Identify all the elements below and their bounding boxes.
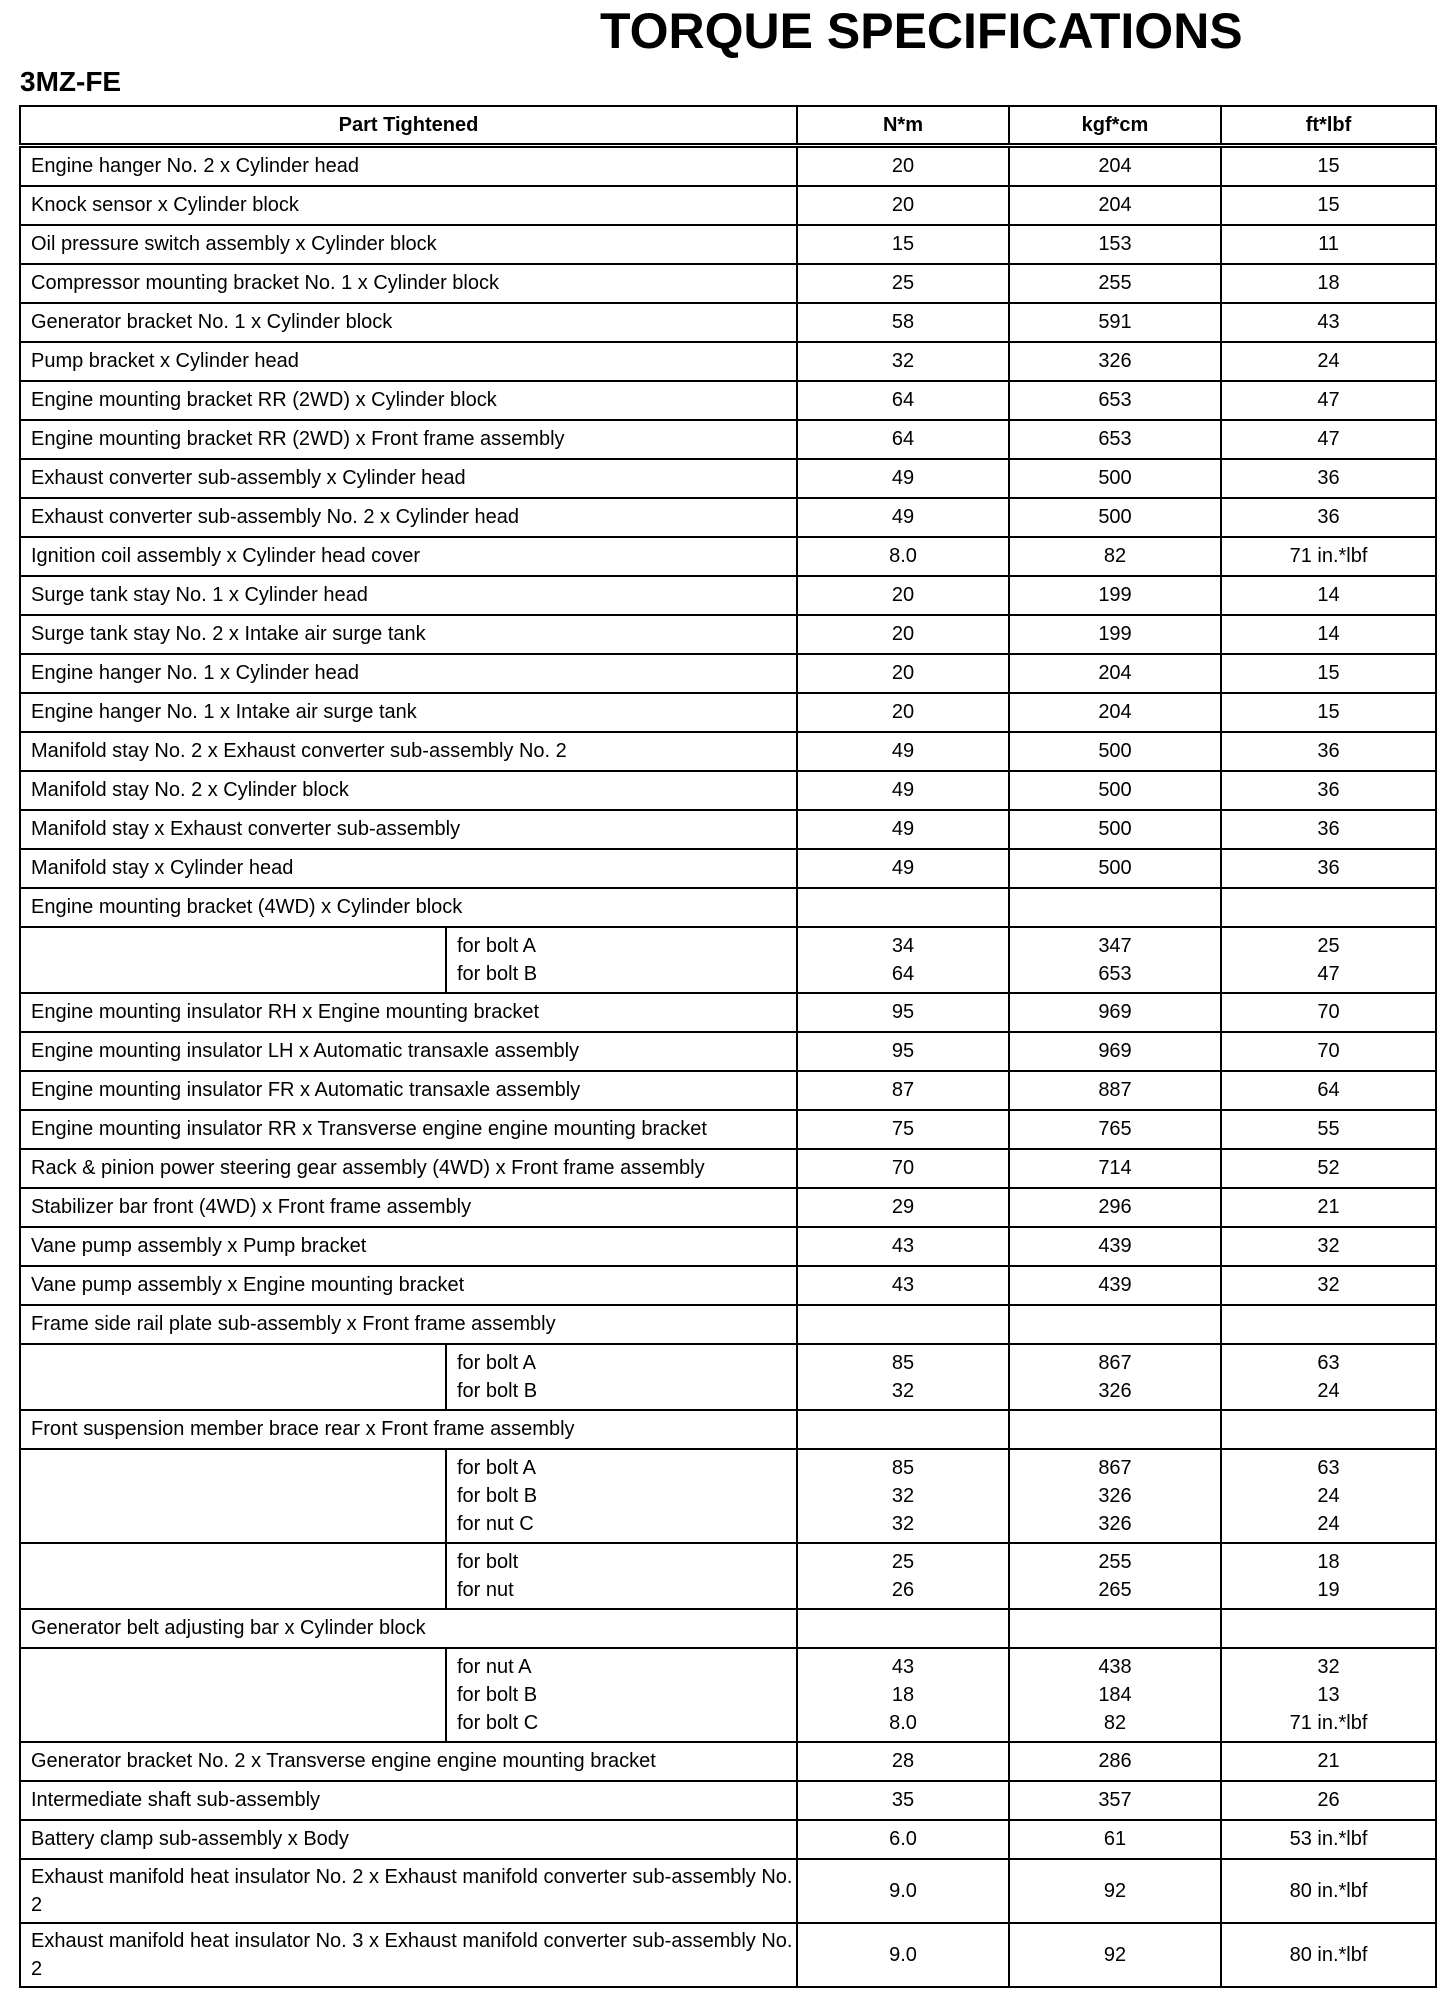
value-ft: 13 [1317, 1684, 1340, 1706]
value-kgf: 286 [1009, 1742, 1221, 1781]
value-nm: 8.0 [889, 1712, 917, 1734]
table-row [20, 693, 1436, 732]
table-row [20, 1110, 1436, 1149]
value-ft: 14 [1221, 576, 1436, 615]
value-kgf: 153 [1009, 225, 1221, 264]
table-row [20, 1859, 1436, 1923]
value-kgf: 326 [1009, 342, 1221, 381]
table-subrow-group [20, 1344, 1436, 1410]
value-kgf: 255 [1098, 1551, 1132, 1573]
value-nm: 20 [797, 186, 1009, 225]
value-kgf: 357 [1009, 1781, 1221, 1820]
value-nm: 20 [797, 146, 1009, 187]
sub-blank-cell [21, 928, 447, 992]
sub-blank-cell [21, 1544, 447, 1608]
sub-label: for nut A [457, 1656, 532, 1678]
table-row [20, 1609, 1436, 1648]
part-name: Generator bracket No. 2 x Transverse engine engine mounting bracket [20, 1742, 797, 1781]
table-row [20, 993, 1436, 1032]
value-cell-nm [797, 1449, 1009, 1543]
table-row [20, 849, 1436, 888]
table-row [20, 1820, 1436, 1859]
value-nm: 29 [797, 1188, 1009, 1227]
value-nm: 43 [891, 1656, 915, 1678]
value-nm: 70 [797, 1149, 1009, 1188]
part-name: Engine mounting insulator RH x Engine mounting bracket [20, 993, 797, 1032]
value-ft: 15 [1221, 693, 1436, 732]
value-ft: 15 [1221, 186, 1436, 225]
sub-label: for nut C [457, 1513, 534, 1535]
table-row [20, 1742, 1436, 1781]
value-kgf: 82 [1009, 537, 1221, 576]
value-ft: 47 [1317, 963, 1340, 985]
value-ft: 36 [1221, 771, 1436, 810]
sub-label-wrap [21, 1450, 796, 1542]
part-name: Engine mounting insulator RR x Transverse engine engine mounting bracket [20, 1110, 797, 1149]
part-name: Stabilizer bar front (4WD) x Front frame assembly [20, 1188, 797, 1227]
sub-labels [447, 1544, 518, 1608]
value-nm: 26 [891, 1579, 915, 1601]
value-ft [1221, 1410, 1436, 1449]
engine-model-heading: 3MZ-FE [20, 66, 122, 97]
value-ft: 24 [1221, 342, 1436, 381]
value-nm: 34 [891, 935, 915, 957]
part-name: Vane pump assembly x Pump bracket [20, 1227, 797, 1266]
value-nm: 49 [797, 810, 1009, 849]
table-row [20, 498, 1436, 537]
table-subrow-group [20, 927, 1436, 993]
part-name: Engine hanger No. 2 x Cylinder head [20, 146, 797, 187]
value-ft: 18 [1317, 1551, 1340, 1573]
value-ft [1221, 1609, 1436, 1648]
value-nm: 64 [797, 381, 1009, 420]
value-kgf [1009, 888, 1221, 927]
value-cell-ft [1221, 1344, 1436, 1410]
value-kgf: 204 [1009, 186, 1221, 225]
value-nm: 58 [797, 303, 1009, 342]
value-kgf: 500 [1009, 849, 1221, 888]
part-name: Battery clamp sub-assembly x Body [20, 1820, 797, 1859]
part-name: Engine mounting insulator FR x Automatic transaxle assembly [20, 1071, 797, 1110]
part-name: Pump bracket x Cylinder head [20, 342, 797, 381]
value-cell-ft [1221, 927, 1436, 993]
value-ft: 25 [1317, 935, 1340, 957]
table-row [20, 615, 1436, 654]
value-ft: 47 [1221, 381, 1436, 420]
column-header-part: Part Tightened [20, 106, 797, 146]
value-nm: 35 [797, 1781, 1009, 1820]
value-nm: 64 [797, 420, 1009, 459]
value-kgf: 326 [1098, 1485, 1132, 1507]
value-kgf: 204 [1009, 693, 1221, 732]
value-cell-nm [797, 1648, 1009, 1742]
value-kgf: 439 [1009, 1266, 1221, 1305]
sub-labels [447, 1450, 537, 1542]
value-kgf: 296 [1009, 1188, 1221, 1227]
table-subrow-group [20, 1648, 1436, 1742]
table-subrow-group [20, 1449, 1436, 1543]
value-ft: 26 [1221, 1781, 1436, 1820]
part-name: Vane pump assembly x Engine mounting bracket [20, 1266, 797, 1305]
value-nm [797, 1305, 1009, 1344]
sub-labels [447, 1345, 537, 1409]
value-kgf: 439 [1009, 1227, 1221, 1266]
sub-label: for bolt A [457, 1352, 536, 1374]
value-ft: 32 [1317, 1656, 1340, 1678]
part-name: Generator bracket No. 1 x Cylinder block [20, 303, 797, 342]
table-row [20, 576, 1436, 615]
value-ft: 36 [1221, 498, 1436, 537]
table-row [20, 264, 1436, 303]
table-header-row [20, 106, 1436, 146]
column-header-ftlbf: ft*lbf [1221, 106, 1436, 146]
part-name: Engine mounting bracket (4WD) x Cylinder block [20, 888, 797, 927]
value-kgf: 347 [1098, 935, 1132, 957]
value-nm [797, 888, 1009, 927]
part-name: Compressor mounting bracket No. 1 x Cylinder block [20, 264, 797, 303]
value-cell-kgf [1009, 1648, 1221, 1742]
table-row [20, 1032, 1436, 1071]
value-nm: 25 [797, 264, 1009, 303]
value-ft: 24 [1317, 1485, 1340, 1507]
value-ft: 71 in.*lbf [1221, 537, 1436, 576]
value-nm: 28 [797, 1742, 1009, 1781]
part-name: Exhaust converter sub-assembly x Cylinder head [20, 459, 797, 498]
value-ft: 43 [1221, 303, 1436, 342]
value-cell-kgf [1009, 1344, 1221, 1410]
sub-label: for bolt C [457, 1712, 539, 1734]
value-cell-kgf [1009, 1449, 1221, 1543]
value-ft: 63 [1317, 1352, 1340, 1374]
value-kgf: 500 [1009, 459, 1221, 498]
table-row [20, 1923, 1436, 1987]
sub-label-cell [20, 1648, 797, 1742]
value-nm: 25 [891, 1551, 915, 1573]
value-nm: 95 [797, 1032, 1009, 1071]
sub-label: for bolt B [457, 1684, 538, 1706]
part-name: Engine hanger No. 1 x Intake air surge tank [20, 693, 797, 732]
sub-label-wrap [21, 1649, 796, 1741]
value-ft: 64 [1221, 1071, 1436, 1110]
sub-label-cell [20, 1344, 797, 1410]
part-name: Engine mounting insulator LH x Automatic transaxle assembly [20, 1032, 797, 1071]
value-ft: 18 [1221, 264, 1436, 303]
value-nm: 49 [797, 732, 1009, 771]
sub-label-wrap [21, 1345, 796, 1409]
value-nm: 32 [797, 342, 1009, 381]
value-ft [1221, 1305, 1436, 1344]
value-kgf: 500 [1009, 498, 1221, 537]
value-cell-ft [1221, 1449, 1436, 1543]
value-nm: 87 [797, 1071, 1009, 1110]
sub-blank-cell [21, 1649, 447, 1741]
value-ft: 63 [1317, 1457, 1340, 1479]
value-ft: 24 [1317, 1380, 1340, 1402]
sub-blank-cell [21, 1345, 447, 1409]
table-row [20, 732, 1436, 771]
value-ft: 15 [1221, 654, 1436, 693]
value-ft: 80 in.*lbf [1221, 1859, 1436, 1923]
sub-blank-cell [21, 1450, 447, 1542]
torque-spec-table [19, 105, 1437, 1988]
value-ft [1221, 888, 1436, 927]
table-row [20, 1305, 1436, 1344]
value-kgf: 326 [1098, 1380, 1132, 1402]
value-ft: 47 [1221, 420, 1436, 459]
table-row [20, 888, 1436, 927]
value-nm: 64 [891, 963, 915, 985]
value-nm: 20 [797, 693, 1009, 732]
value-nm: 20 [797, 654, 1009, 693]
value-kgf: 438 [1098, 1656, 1132, 1678]
value-ft: 55 [1221, 1110, 1436, 1149]
value-ft: 15 [1221, 146, 1436, 187]
sub-labels [447, 1649, 538, 1741]
value-cell-nm [797, 927, 1009, 993]
value-nm [797, 1410, 1009, 1449]
part-name: Ignition coil assembly x Cylinder head cover [20, 537, 797, 576]
part-name: Exhaust manifold heat insulator No. 2 x Exhaust manifold converter sub-assembly No. 2 [20, 1859, 797, 1923]
value-kgf: 199 [1009, 615, 1221, 654]
part-name: Front suspension member brace rear x Front frame assembly [20, 1410, 797, 1449]
value-ft: 21 [1221, 1742, 1436, 1781]
table-row [20, 1188, 1436, 1227]
value-ft: 71 in.*lbf [1289, 1712, 1368, 1734]
value-cell-nm [797, 1344, 1009, 1410]
value-cell-kgf [1009, 1543, 1221, 1609]
part-name: Frame side rail plate sub-assembly x Front frame assembly [20, 1305, 797, 1344]
value-nm: 49 [797, 459, 1009, 498]
value-nm: 49 [797, 849, 1009, 888]
table-row [20, 1149, 1436, 1188]
value-ft: 14 [1221, 615, 1436, 654]
table-row [20, 1410, 1436, 1449]
table-row [20, 1781, 1436, 1820]
part-name: Rack & pinion power steering gear assembly (4WD) x Front frame assembly [20, 1149, 797, 1188]
value-ft: 19 [1317, 1579, 1340, 1601]
value-kgf: 653 [1009, 381, 1221, 420]
value-kgf: 184 [1098, 1684, 1132, 1706]
value-nm: 15 [797, 225, 1009, 264]
table-row [20, 342, 1436, 381]
value-nm: 85 [891, 1457, 915, 1479]
value-nm: 9.0 [797, 1923, 1009, 1987]
sub-label: for bolt A [457, 935, 536, 957]
value-kgf: 591 [1009, 303, 1221, 342]
value-kgf: 92 [1009, 1859, 1221, 1923]
value-nm: 20 [797, 615, 1009, 654]
value-ft: 80 in.*lbf [1221, 1923, 1436, 1987]
sub-label: for nut [457, 1579, 514, 1601]
value-kgf: 887 [1009, 1071, 1221, 1110]
value-kgf [1009, 1609, 1221, 1648]
value-cell-ft [1221, 1648, 1436, 1742]
value-nm: 49 [797, 498, 1009, 537]
value-ft: 36 [1221, 849, 1436, 888]
part-name: Intermediate shaft sub-assembly [20, 1781, 797, 1820]
page-title: TORQUE SPECIFICATIONS [600, 3, 1243, 59]
value-ft: 36 [1221, 810, 1436, 849]
value-kgf: 714 [1009, 1149, 1221, 1188]
value-kgf: 867 [1098, 1457, 1132, 1479]
value-kgf: 500 [1009, 732, 1221, 771]
value-nm: 43 [797, 1266, 1009, 1305]
value-nm: 32 [891, 1485, 915, 1507]
table-row [20, 303, 1436, 342]
value-ft: 36 [1221, 732, 1436, 771]
table-subrow-group [20, 1543, 1436, 1609]
value-ft: 36 [1221, 459, 1436, 498]
part-name: Engine mounting bracket RR (2WD) x Front frame assembly [20, 420, 797, 459]
value-nm: 32 [891, 1513, 915, 1535]
value-kgf: 61 [1009, 1820, 1221, 1859]
value-ft: 32 [1221, 1266, 1436, 1305]
value-kgf: 82 [1103, 1712, 1127, 1734]
value-kgf: 199 [1009, 576, 1221, 615]
value-nm: 6.0 [797, 1820, 1009, 1859]
value-nm: 49 [797, 771, 1009, 810]
value-kgf: 969 [1009, 1032, 1221, 1071]
table-row [20, 1266, 1436, 1305]
part-name: Exhaust manifold heat insulator No. 3 x Exhaust manifold converter sub-assembly No. 2 [20, 1923, 797, 1987]
sub-label-cell [20, 927, 797, 993]
value-kgf: 204 [1009, 146, 1221, 187]
column-header-kgfcm: kgf*cm [1009, 106, 1221, 146]
value-kgf [1009, 1305, 1221, 1344]
value-ft: 11 [1221, 225, 1436, 264]
value-cell-nm [797, 1543, 1009, 1609]
value-ft: 52 [1221, 1149, 1436, 1188]
value-ft: 21 [1221, 1188, 1436, 1227]
value-nm: 32 [891, 1380, 915, 1402]
sub-label: for bolt B [457, 1380, 538, 1402]
value-nm: 20 [797, 576, 1009, 615]
sub-label: for bolt B [457, 1485, 538, 1507]
table-row [20, 1071, 1436, 1110]
sub-label-cell [20, 1543, 797, 1609]
value-ft: 70 [1221, 1032, 1436, 1071]
value-kgf: 653 [1009, 420, 1221, 459]
value-nm: 18 [891, 1684, 915, 1706]
table-row [20, 420, 1436, 459]
value-kgf [1009, 1410, 1221, 1449]
value-kgf: 500 [1009, 810, 1221, 849]
value-kgf: 765 [1009, 1110, 1221, 1149]
value-nm: 95 [797, 993, 1009, 1032]
part-name: Exhaust converter sub-assembly No. 2 x Cylinder head [20, 498, 797, 537]
table-row [20, 537, 1436, 576]
sub-label: for bolt A [457, 1457, 536, 1479]
part-name: Generator belt adjusting bar x Cylinder block [20, 1609, 797, 1648]
value-kgf: 867 [1098, 1352, 1132, 1374]
value-kgf: 326 [1098, 1513, 1132, 1535]
table-row [20, 146, 1436, 187]
value-nm: 8.0 [797, 537, 1009, 576]
sub-label-wrap [21, 928, 796, 992]
sub-label: for bolt [457, 1551, 519, 1573]
part-name: Manifold stay No. 2 x Cylinder block [20, 771, 797, 810]
sub-labels [447, 928, 537, 992]
part-name: Surge tank stay No. 2 x Intake air surge tank [20, 615, 797, 654]
value-cell-ft [1221, 1543, 1436, 1609]
value-ft: 24 [1317, 1513, 1340, 1535]
table-row [20, 381, 1436, 420]
value-kgf: 265 [1098, 1579, 1132, 1601]
part-name: Manifold stay x Cylinder head [20, 849, 797, 888]
sub-label: for bolt B [457, 963, 538, 985]
part-name: Engine hanger No. 1 x Cylinder head [20, 654, 797, 693]
value-nm: 85 [891, 1352, 915, 1374]
value-kgf: 500 [1009, 771, 1221, 810]
part-name: Knock sensor x Cylinder block [20, 186, 797, 225]
value-kgf: 969 [1009, 993, 1221, 1032]
sub-label-cell [20, 1449, 797, 1543]
value-ft: 32 [1221, 1227, 1436, 1266]
table-row [20, 1227, 1436, 1266]
part-name: Engine mounting bracket RR (2WD) x Cylinder block [20, 381, 797, 420]
table-row [20, 810, 1436, 849]
part-name: Surge tank stay No. 1 x Cylinder head [20, 576, 797, 615]
value-nm: 43 [797, 1227, 1009, 1266]
table-row [20, 771, 1436, 810]
part-name: Manifold stay No. 2 x Exhaust converter sub-assembly No. 2 [20, 732, 797, 771]
value-nm [797, 1609, 1009, 1648]
part-name: Oil pressure switch assembly x Cylinder block [20, 225, 797, 264]
table-row [20, 654, 1436, 693]
value-nm: 9.0 [797, 1859, 1009, 1923]
value-kgf: 255 [1009, 264, 1221, 303]
table-row [20, 186, 1436, 225]
column-header-nm: N*m [797, 106, 1009, 146]
sub-label-wrap [21, 1544, 796, 1608]
value-ft: 53 in.*lbf [1221, 1820, 1436, 1859]
value-nm: 75 [797, 1110, 1009, 1149]
value-kgf: 204 [1009, 654, 1221, 693]
part-name: Manifold stay x Exhaust converter sub-assembly [20, 810, 797, 849]
value-cell-kgf [1009, 927, 1221, 993]
value-kgf: 92 [1009, 1923, 1221, 1987]
value-kgf: 653 [1098, 963, 1132, 985]
table-row [20, 459, 1436, 498]
value-ft: 70 [1221, 993, 1436, 1032]
table-row [20, 225, 1436, 264]
